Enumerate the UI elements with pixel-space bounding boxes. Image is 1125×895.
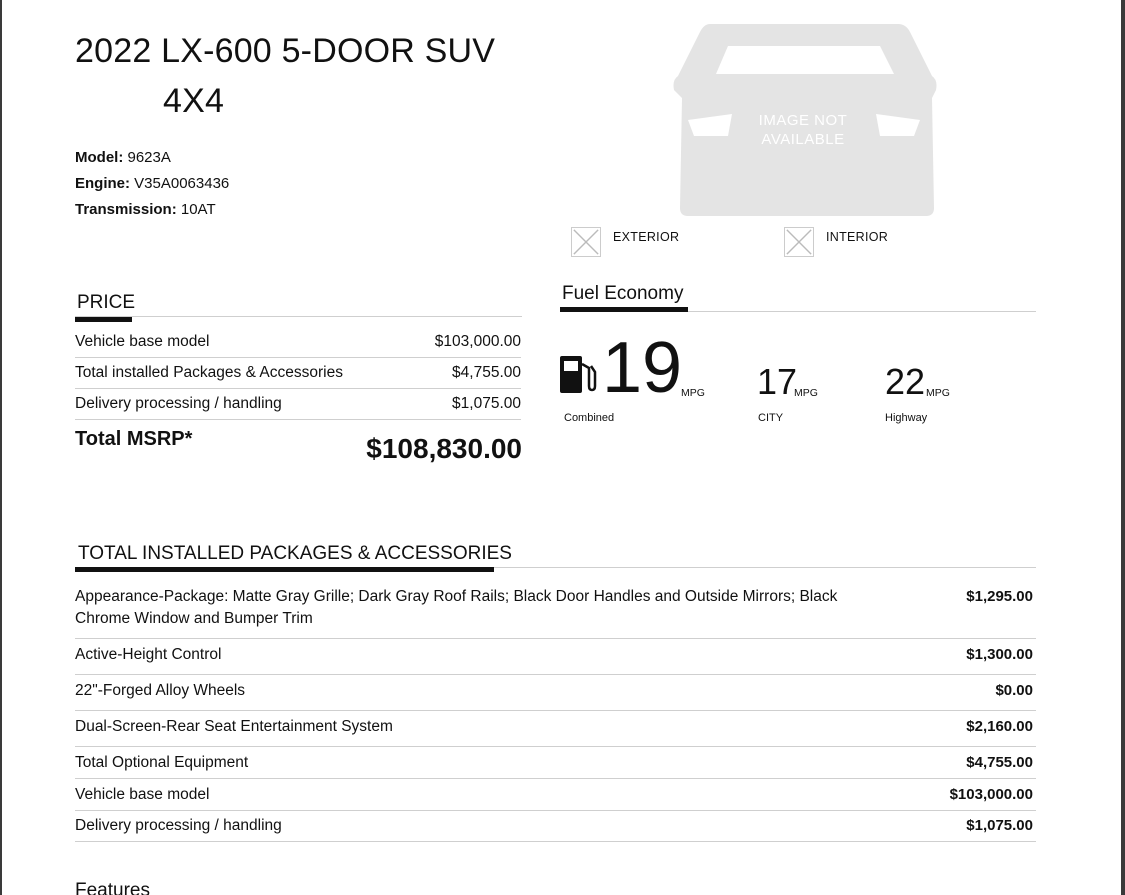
fuel-heading-underline: [560, 307, 688, 312]
package-row: [75, 784, 1036, 811]
features-heading: Features: [75, 880, 150, 895]
spec-engine: [75, 171, 229, 197]
package-row-value: $4,755.00: [966, 754, 1033, 771]
image-placeholder-line1: IMAGE NOT: [758, 112, 848, 129]
broken-image-icon: [571, 227, 601, 257]
fuel-economy-heading-text: Fuel Economy: [562, 283, 684, 304]
exterior-view-button[interactable]: [571, 227, 679, 257]
package-row-value: $1,075.00: [966, 817, 1033, 834]
price-heading-underline: [75, 317, 132, 322]
package-row: [75, 752, 1036, 779]
package-row: [75, 680, 1036, 711]
price-row: [75, 358, 521, 389]
price-row-value: $4,755.00: [452, 364, 521, 381]
price-heading-text: PRICE: [77, 292, 136, 313]
package-row: [75, 716, 1036, 747]
package-row-value: $103,000.00: [949, 786, 1033, 803]
fuel-city-label: CITY: [758, 412, 784, 424]
exterior-label: EXTERIOR: [613, 230, 680, 244]
interior-view-button[interactable]: [784, 227, 888, 257]
spec-transmission-label: Transmission:: [75, 201, 177, 218]
price-row-label: Delivery processing / handling: [75, 395, 282, 412]
fuel-combined-unit: MPG: [681, 387, 705, 399]
price-row: [75, 327, 521, 358]
image-placeholder-line2: AVAILABLE: [761, 131, 845, 148]
total-msrp-label: Total MSRP*: [75, 428, 193, 450]
price-row: [75, 389, 521, 420]
package-row: [75, 644, 1036, 675]
vehicle-title-line2: 4X4: [163, 82, 225, 120]
spec-transmission-value: 10AT: [180, 201, 216, 218]
total-msrp-value: $108,830.00: [366, 433, 522, 464]
spec-model-value: 9623A: [127, 149, 171, 166]
package-row-label: 22"-Forged Alloy Wheels: [75, 682, 246, 699]
window-sticker-page: [2, 0, 1121, 895]
package-row-label: Delivery processing / handling: [75, 817, 282, 834]
price-row-label: Vehicle base model: [75, 333, 210, 350]
package-row-value: $1,295.00: [966, 588, 1033, 605]
vehicle-specs: [75, 145, 229, 223]
fuel-combined-value: 19: [602, 328, 683, 408]
image-not-available-text: [732, 111, 874, 149]
fuel-highway-label: Highway: [885, 412, 928, 424]
package-row-label: Active-Height Control: [75, 646, 222, 663]
package-row: [75, 815, 1036, 842]
price-row-label: Total installed Packages & Accessories: [75, 364, 343, 381]
price-row-value: $103,000.00: [434, 333, 521, 350]
fuel-city-unit: MPG: [794, 387, 818, 399]
package-row-label: Vehicle base model: [75, 786, 210, 803]
package-row-value: $2,160.00: [966, 718, 1033, 735]
package-row-value: $0.00: [995, 682, 1033, 699]
spec-transmission: [75, 197, 229, 223]
spec-model-label: Model:: [75, 149, 124, 166]
fuel-city-value: 17: [757, 361, 798, 402]
interior-label: INTERIOR: [826, 230, 889, 244]
price-heading-rule: [75, 316, 522, 317]
spec-engine-value: V35A0063436: [134, 175, 230, 192]
broken-image-icon: [784, 227, 814, 257]
package-row-label: Appearance-Package: Matte Gray Grille; Dark Gray Roof Rails; Black Door Handles and Outside Mirrors; Black Chrome Window and Bumper Trim: [75, 588, 838, 627]
package-row-label: Dual-Screen-Rear Seat Entertainment System: [75, 718, 393, 735]
vehicle-title: [75, 26, 545, 126]
fuel-highway-value: 22: [885, 361, 926, 402]
fuel-highway-unit: MPG: [926, 387, 950, 399]
fuel-combined-label: Combined: [564, 412, 615, 424]
vehicle-title-line1: 2022 LX-600 5-DOOR SUV: [75, 32, 496, 70]
spec-model: [75, 145, 229, 171]
price-heading: [77, 292, 135, 314]
packages-heading-text: TOTAL INSTALLED PACKAGES & ACCESSORIES: [78, 543, 512, 564]
fuel-pump-icon: [559, 354, 597, 394]
fuel-economy-heading: [562, 283, 683, 305]
packages-heading-underline: [75, 567, 494, 572]
package-row-value: $1,300.00: [966, 646, 1033, 663]
price-row-value: $1,075.00: [452, 395, 521, 412]
package-row: [75, 586, 1036, 639]
spec-engine-label: Engine:: [75, 175, 130, 192]
package-row-label: Total Optional Equipment: [75, 754, 249, 771]
packages-heading: [78, 543, 512, 565]
